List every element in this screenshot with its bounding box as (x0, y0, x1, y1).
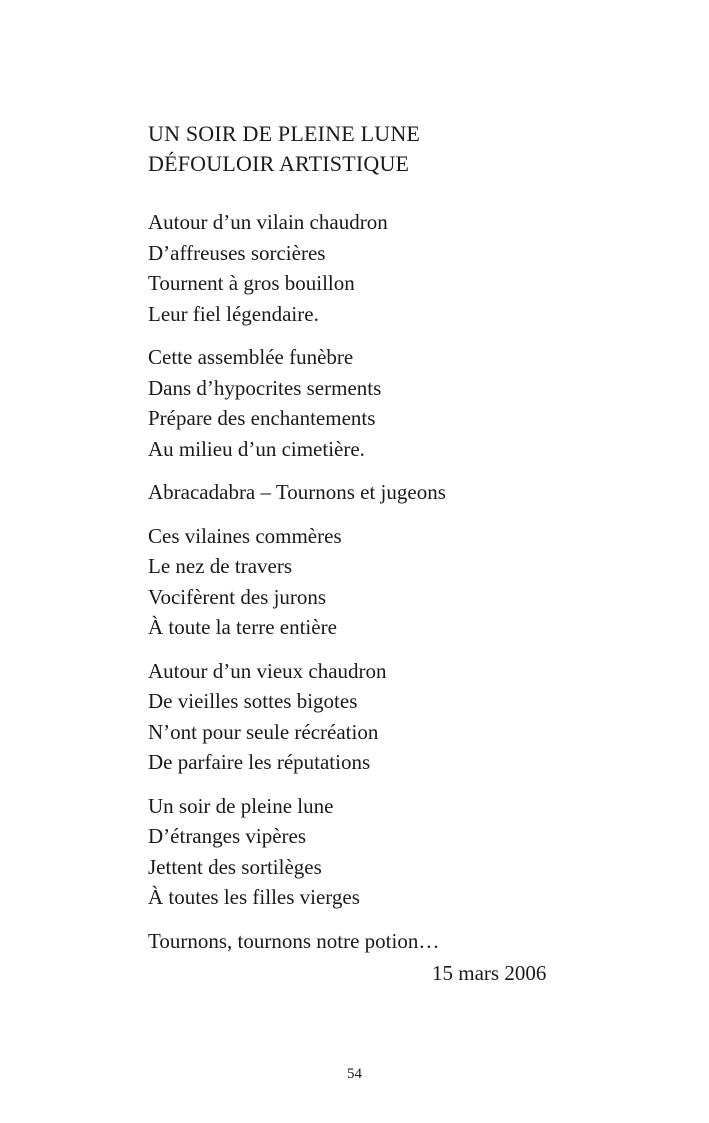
poem-title (148, 119, 568, 179)
verse-line: N’ont pour seule récréation (148, 719, 379, 744)
verse-line: D’affreuses sorcières (148, 240, 326, 265)
stanza-7 (148, 926, 568, 957)
verse-line: Jettent des sortilèges (148, 854, 322, 879)
verse-line: Tournent à gros bouillon (148, 271, 355, 295)
verse-line: Vocifèrent des jurons (148, 584, 327, 609)
title-line-1: UN SOIR DE PLEINE LUNE (148, 121, 421, 146)
page-number: 54 (347, 1066, 362, 1082)
poem (148, 119, 568, 969)
stanza-4 (148, 521, 568, 643)
verse-line: De parfaire les réputations (148, 750, 371, 774)
verse-line: Cette assemblée funèbre (148, 345, 354, 369)
poem-date: 15 mars 2006 (432, 961, 547, 985)
verse-line: Autour d’un vilain chaudron (148, 210, 388, 234)
stanza-1 (148, 207, 568, 329)
verse-line: D’étranges vipères (148, 824, 307, 848)
verse-line: À toute la terre entière (148, 615, 337, 639)
verse-line: Autour d’un vieux chaudron (148, 658, 387, 683)
stanza-5 (148, 656, 568, 778)
verse-line: Ces vilaines commères (148, 523, 342, 548)
verse-line: Dans d’hypocrites serments (148, 375, 382, 400)
verse-line: Le nez de travers (148, 554, 292, 578)
verse-line: Un soir de pleine lune (148, 793, 334, 818)
title-line-2: DÉFOULOIR ARTISTIQUE (148, 151, 410, 176)
stanza-2 (148, 342, 568, 464)
verse-line: Tournons, tournons notre potion… (148, 928, 440, 953)
verse-line: À toutes les filles vierges (148, 885, 360, 909)
verse-line: Prépare des enchantements (148, 406, 376, 430)
stanza-6 (148, 791, 568, 913)
verse-line: Au milieu d’un cimetière. (148, 436, 365, 461)
verse-line: Abracadabra – Tournons et jugeons (148, 480, 446, 504)
stanza-3 (148, 477, 568, 508)
verse-line: Leur fiel légendaire. (148, 301, 319, 326)
verse-line: De vieilles sottes bigotes (148, 689, 358, 713)
